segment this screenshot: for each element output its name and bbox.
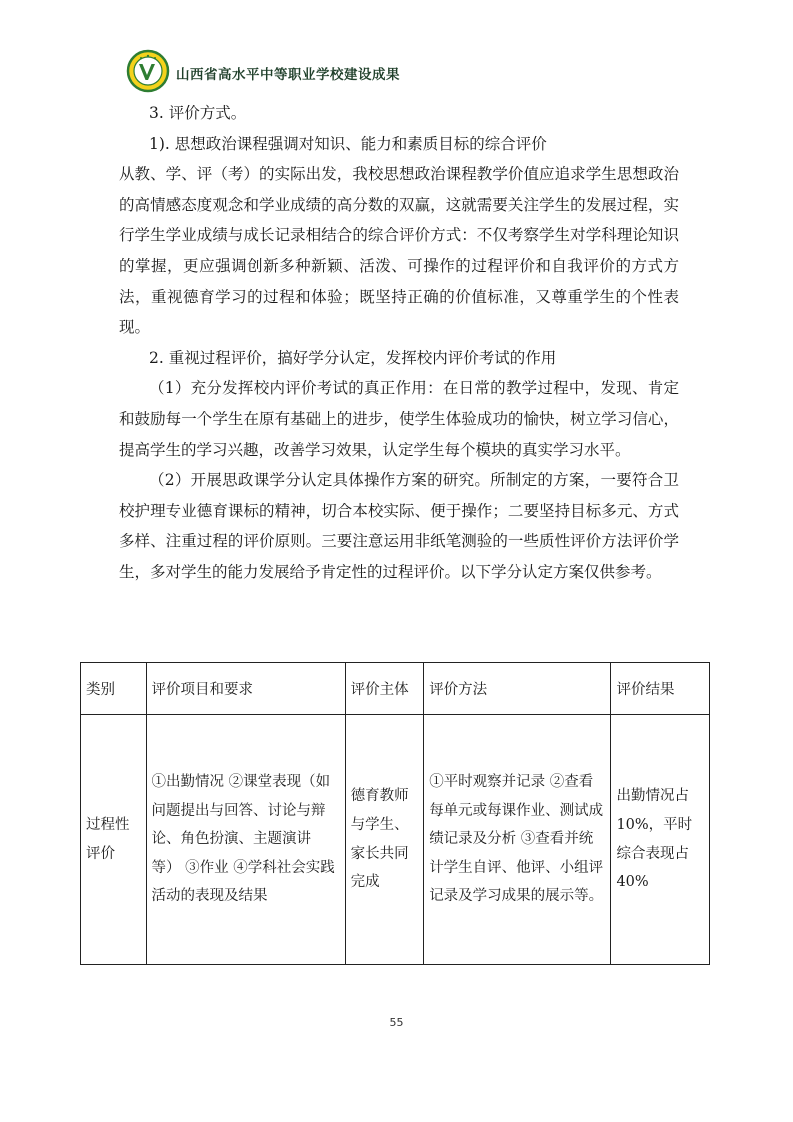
category-text: 过程性评价 bbox=[86, 816, 130, 862]
paragraph: （2）开展思政课学分认定具体操作方案的研究。所制定的方案，一要符合卫校护理专业德育课标的精神，切合本校实际、便于操作；二要坚持目标多元、方式多样、注重过程的评价原则。三要注意运用非纸笔测验的一些质性评价方法评价学生，多对学生的能力发展给予肯定性的过程评价。以下学分认定方案仅供参考。 bbox=[119, 471, 679, 581]
table-header-cell: 评价方法 bbox=[424, 663, 611, 715]
evaluation-table bbox=[80, 662, 710, 965]
table-cell bbox=[81, 715, 147, 965]
table-cell bbox=[424, 715, 611, 965]
result-text: 出勤情况占10%，平时综合表现占40% bbox=[616, 788, 693, 891]
table-header-row bbox=[81, 663, 710, 715]
table-header-cell: 评价主体 bbox=[345, 663, 424, 715]
items-text: ①出勤情况 ②课堂表现（如问题提出与回答、讨论与辩论、角色扮演、主题演讲等） ③作业 ④学科社会实践活动的表现及结果 bbox=[151, 774, 335, 905]
subject-text: 德育教师与学生、家长共同完成 bbox=[350, 788, 409, 891]
page-header bbox=[126, 44, 400, 98]
body-text bbox=[119, 98, 679, 588]
method-text: ①平时观察并记录 ②查看每单元或每课作业、测试成绩记录及分析 ③查看并统计学生自评、他评、小组评记录及学习成果的展示等。 bbox=[429, 774, 604, 905]
table-header-cell: 评价结果 bbox=[611, 663, 710, 715]
paragraph: （1）充分发挥校内评价考试的真正作用：在日常的教学过程中，发现、肯定和鼓励每一个学生在原有基础上的进步，使学生体验成功的愉快，树立学习信心，提高学生的学习兴趣，改善学习效果，认定学生每个模块的真实学习水平。 bbox=[119, 379, 679, 459]
table-cell bbox=[611, 715, 710, 965]
table-row bbox=[81, 715, 710, 965]
paragraph: 从教、学、评（考）的实际出发，我校思想政治课程教学价值应追求学生思想政治的高情感态度观念和学业成绩的高分数的双赢，这就需要关注学生的发展过程，实行学生学业成绩与成长记录相结合的综合评价方式：不仅考察学生对学科理论知识的掌握，更应强调创新多种新颖、活泼、可操作的过程评价和自我评价的方式方法，重视德育学习的过程和体验；既坚持正确的价值标准，又尊重学生的个性表现。 bbox=[119, 165, 679, 337]
table-cell bbox=[146, 715, 345, 965]
subsection-heading: 1). 思想政治课程强调对知识、能力和素质目标的综合评价 bbox=[149, 134, 547, 153]
table-header-cell: 类别 bbox=[81, 663, 147, 715]
table-cell bbox=[345, 715, 424, 965]
header-title: 山西省高水平中等职业学校建设成果 bbox=[176, 67, 400, 83]
page-number: 55 bbox=[389, 1016, 404, 1029]
section-heading: 3. 评价方式。 bbox=[149, 104, 247, 122]
table-header-cell: 评价项目和要求 bbox=[146, 663, 345, 715]
subsection-heading: 2. 重视过程评价，搞好学分认定，发挥校内评价考试的作用 bbox=[149, 348, 557, 367]
school-emblem-icon bbox=[126, 49, 170, 93]
